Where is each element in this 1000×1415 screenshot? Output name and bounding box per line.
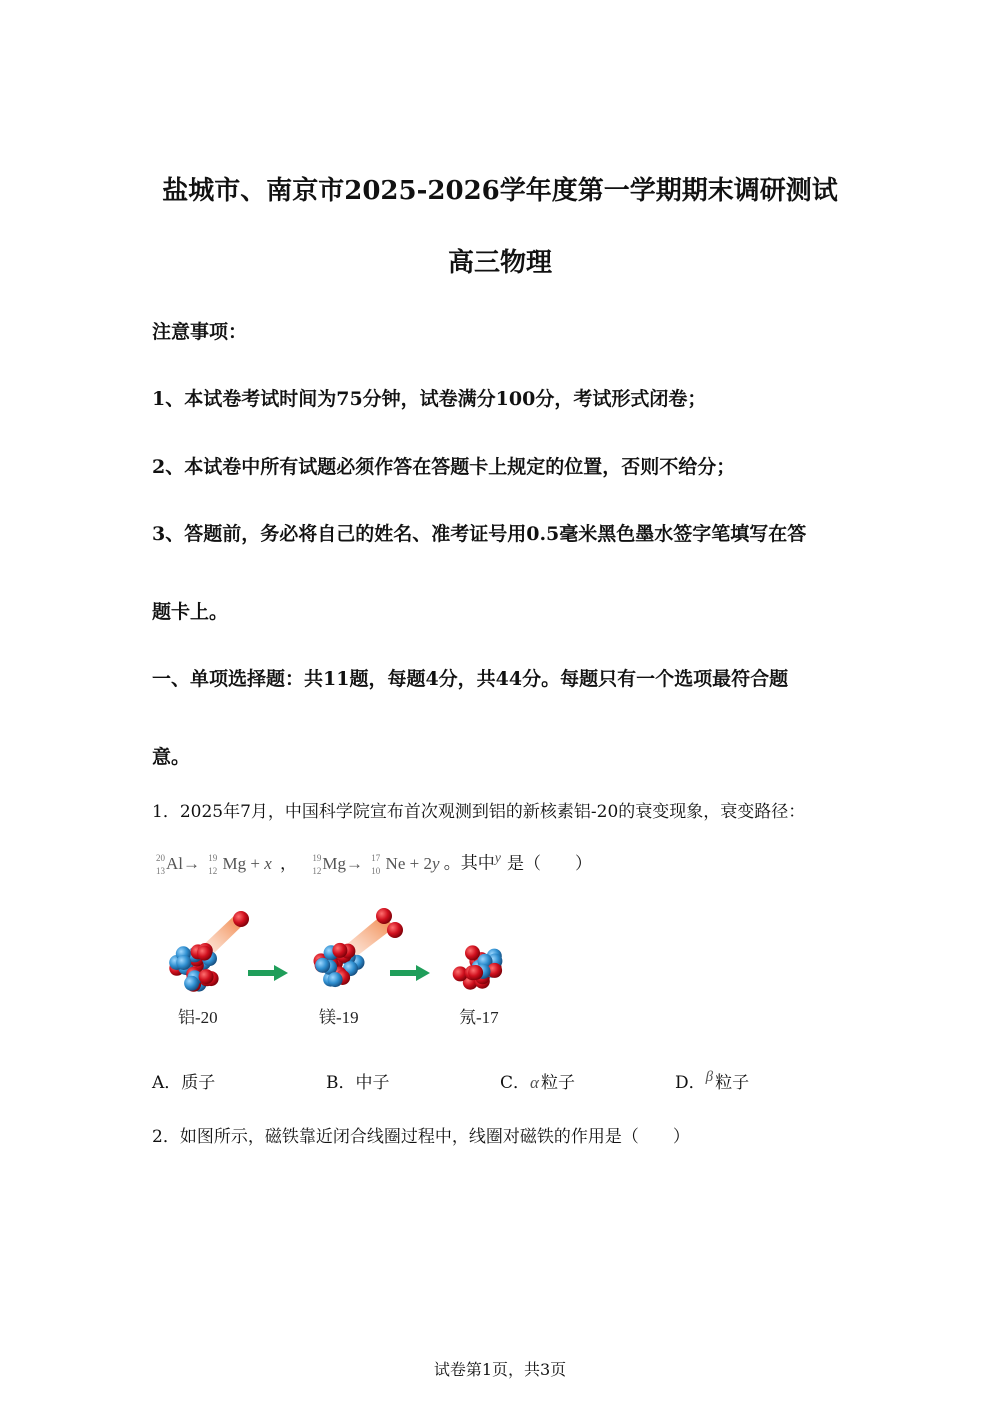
figure-label-magnesium: 镁-19: [319, 1008, 359, 1027]
neutron-sphere: [328, 972, 343, 987]
proton-sphere: [197, 946, 212, 961]
option-b[interactable]: B．中子: [326, 1073, 390, 1093]
page-footer: 试卷第1页，共3页: [433, 1360, 567, 1379]
notice-item-3-cont: 题卡上。: [152, 601, 229, 623]
emitted-proton-b: [387, 922, 403, 938]
decay-arrow-2-icon: [390, 965, 430, 981]
neutron-sphere: [315, 958, 330, 973]
emitted-proton: [233, 911, 249, 927]
section-heading: 一、单项选择题：共11题，每题4分，共44分。每题只有一个选项最符合题: [152, 668, 789, 690]
question-2-stem: 2．如图所示，磁铁靠近闭合线圈过程中，线圈对磁铁的作用是（ ）: [152, 1127, 690, 1147]
question-1-stem: 1．2025年7月，中国科学院宣布首次观测到铝的新核素铝-20的衰变现象，衰变路径：: [152, 802, 806, 822]
notice-item-3: 3、答题前，务必将自己的姓名、准考证号用0.5毫米黑色墨水签字笔填写在答: [152, 523, 807, 545]
section-heading-cont: 意。: [152, 746, 191, 768]
proton-sphere: [465, 945, 480, 960]
notice-item-2: 2、本试卷中所有试题必须作答在答题卡上规定的位置，否则不给分；: [152, 456, 736, 478]
figure-label-aluminum: 铝-20: [178, 1008, 218, 1027]
option-a[interactable]: A．质子: [152, 1073, 216, 1093]
proton-sphere: [468, 965, 483, 980]
neutron-sphere: [184, 976, 199, 991]
question-1-equations: 20 13 Al→ 19 12 Mg + x ， 19 12 Mg→ 17 10 Ne + 2y 。其中$^y$ 是（ ）: [152, 846, 592, 876]
emitted-proton-a: [376, 908, 392, 924]
exam-title: 盐城市、南京市2025-2026学年度第一学期期末调研测试: [162, 176, 838, 206]
equation-2: 19 12 Mg→ 17 10 Ne + 2y: [312, 852, 440, 876]
exam-subtitle: 高三物理: [447, 248, 552, 278]
option-c[interactable]: C．α 粒子: [500, 1073, 575, 1093]
equation-1: 20 13 Al→ 19 12 Mg + x: [156, 852, 272, 876]
decay-arrow-1-icon: [248, 965, 288, 981]
option-d[interactable]: D．$^\beta$ 粒子: [675, 1069, 750, 1093]
figure-label-neon: 氖-17: [459, 1008, 499, 1027]
proton-sphere: [199, 969, 214, 984]
nucleus-aluminum-20: [169, 943, 218, 992]
neutron-sphere: [176, 955, 191, 970]
notice-item-1: 1、本试卷考试时间为75分钟，试卷满分100分，考试形式闭卷；: [152, 388, 707, 410]
notice-heading: 注意事项：: [152, 321, 248, 343]
nucleus-neon-17: [453, 945, 503, 989]
proton-sphere: [332, 943, 347, 958]
